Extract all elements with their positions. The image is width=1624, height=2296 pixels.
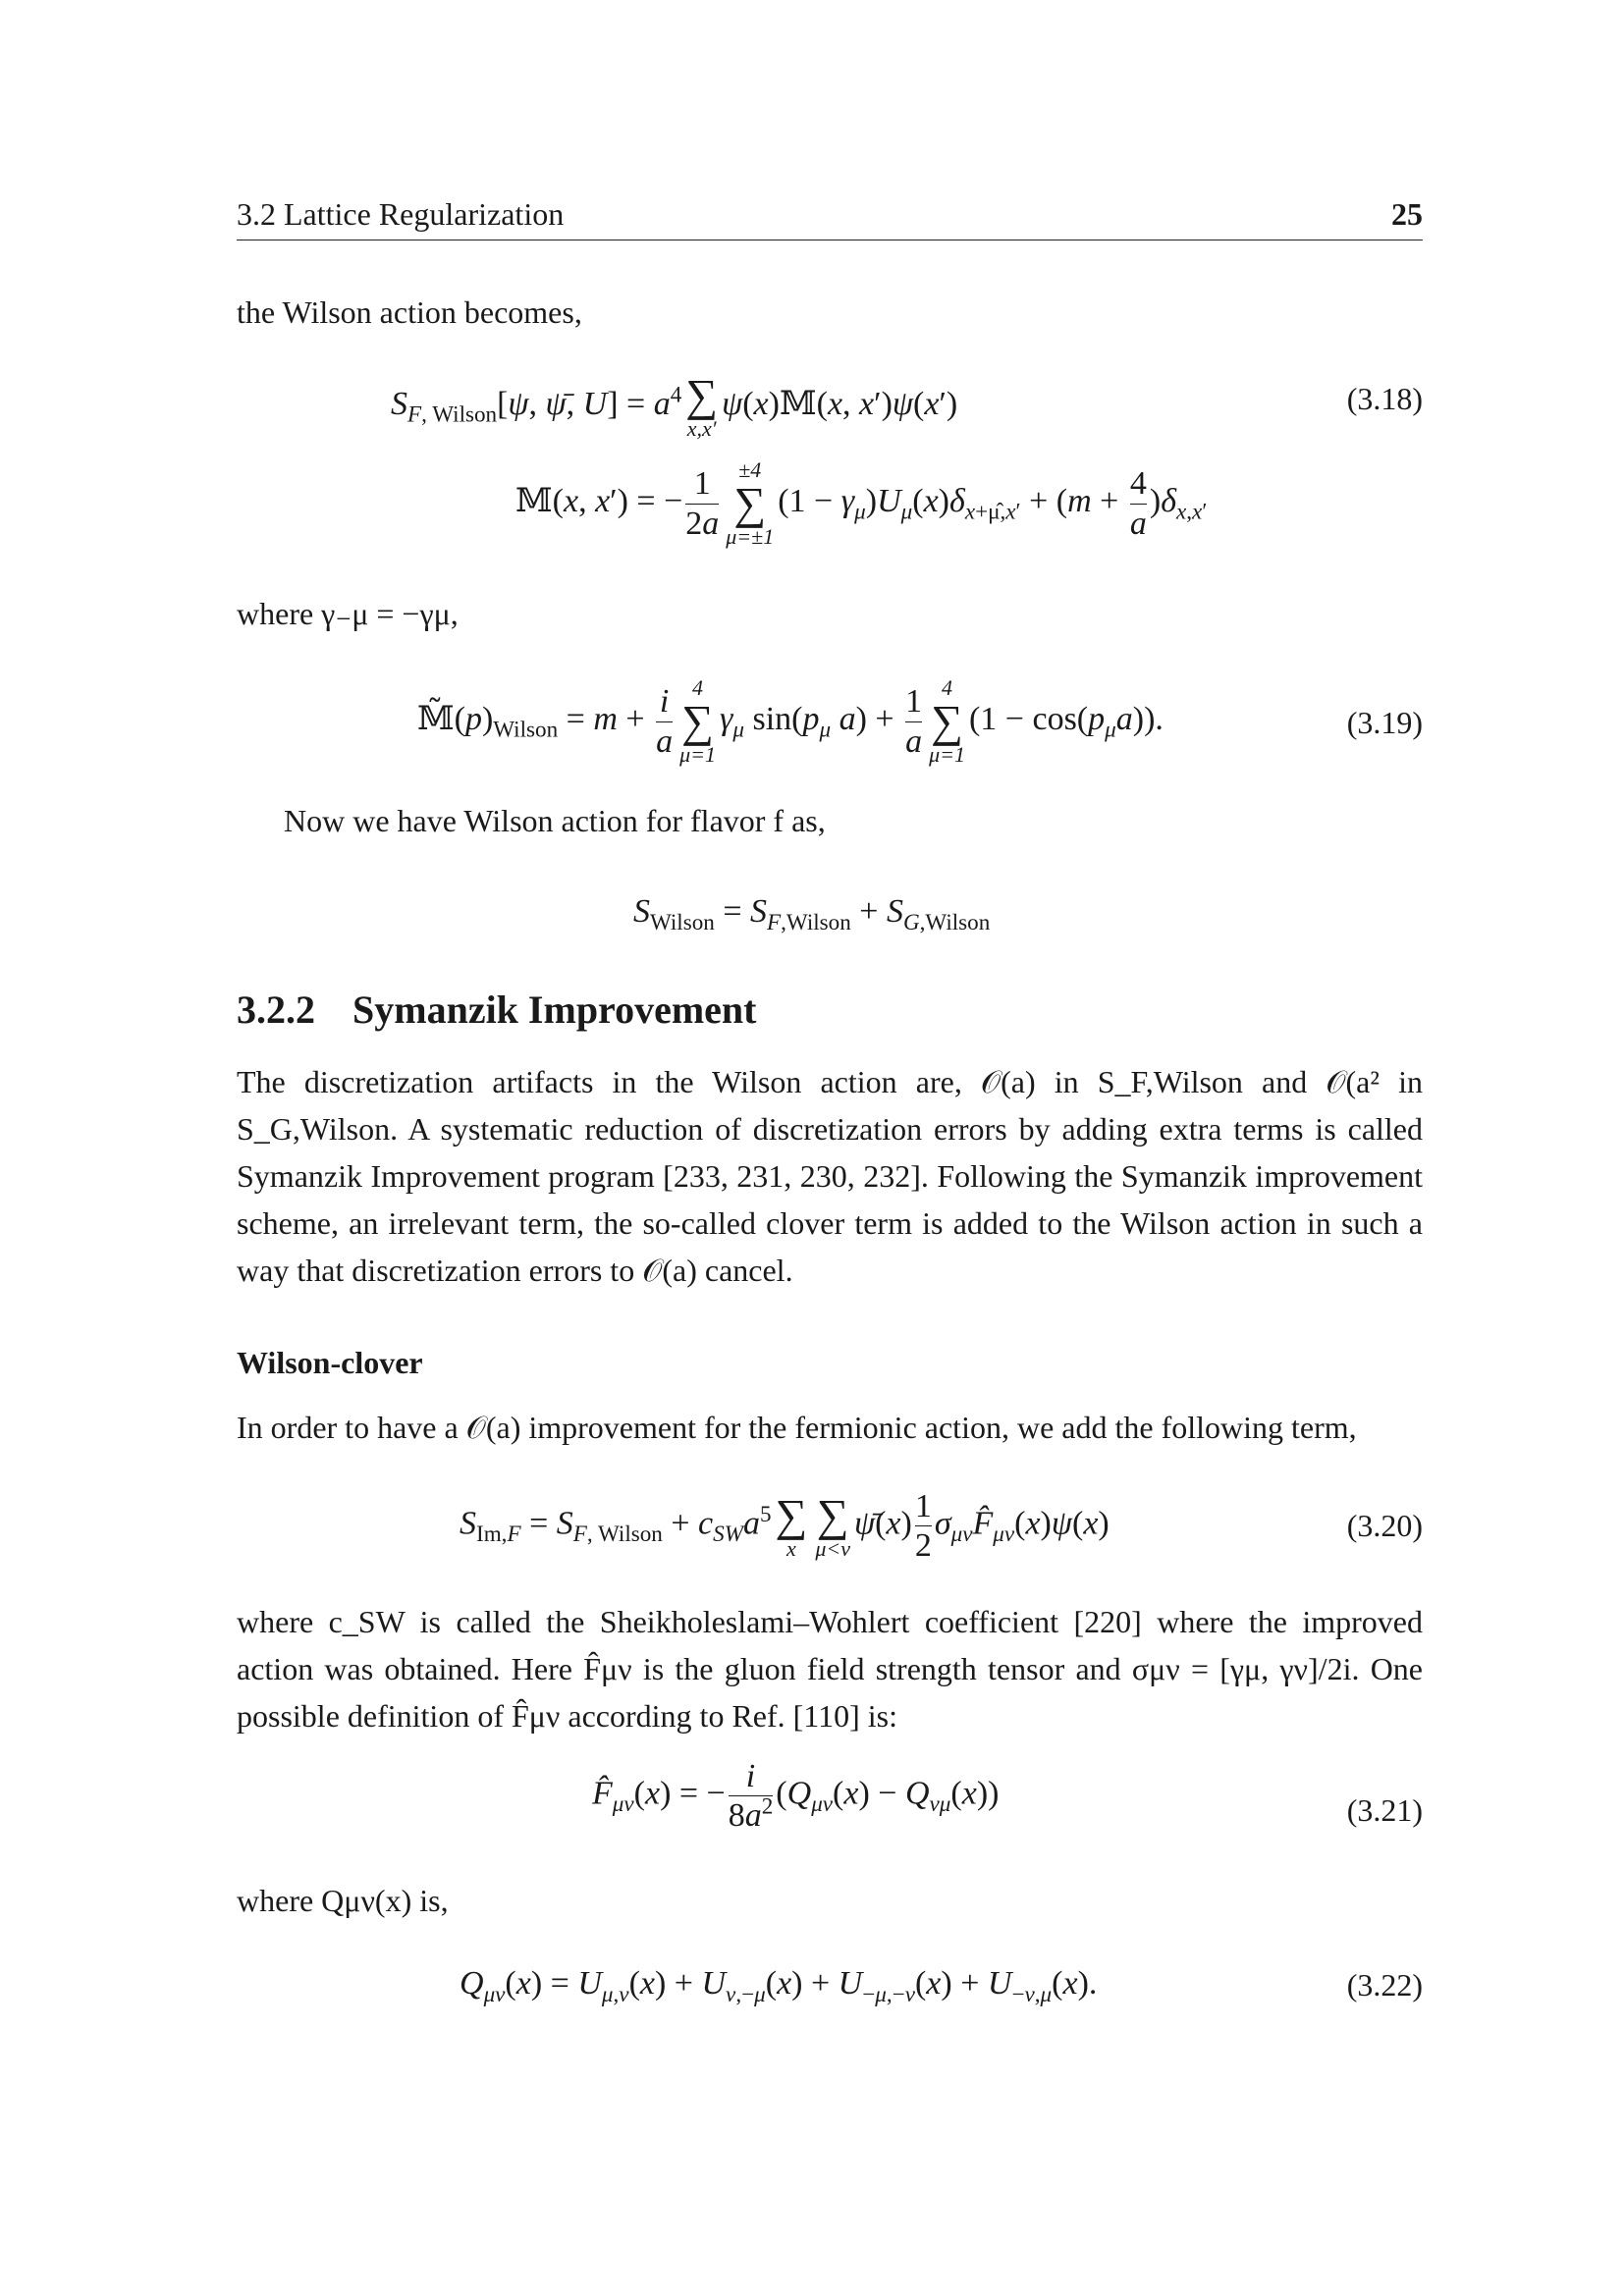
equation-3-19: $𝕄̃(p)_{Wilson} = m$ + $\frac{i}{a}$ 4 ∑ μ=1 $\gamma_\mu$ $\sin(p_\mu$ a) + $\frac{1}{a}$ 4 ∑ μ=1 $(1 - \cos(p_\mu a))$. xyxy=(417,675,1164,767)
running-head-section: 3.2 Lattice Regularization xyxy=(237,196,565,232)
running-head xyxy=(237,192,1423,240)
equation-3-19-number: (3.19) xyxy=(1346,705,1423,740)
section-number: 3.2.2 xyxy=(237,988,315,1032)
intro-text: the Wilson action becomes, xyxy=(237,294,582,330)
paragraph-clover-text: where c_SW is called the Sheikholeslami–Wohlert coefficient [220] where the improved action was obtained. Here F̂μν is the gluon field strength tensor and σμν = [γμ, γν]/2i. One possible definition of F̂μν according to Ref. [110] is: xyxy=(237,1604,1423,1734)
section-heading xyxy=(237,987,756,1033)
equation-3-20-number: (3.20) xyxy=(1346,1508,1423,1543)
equation-3-22-number: (3.22) xyxy=(1346,1967,1423,2002)
page-number: 25 xyxy=(1391,196,1423,232)
where-Q-text: where Qμν(x) is, xyxy=(237,1883,449,1918)
subsection-title: Wilson-clover xyxy=(237,1345,423,1380)
equation-3-20: $S_{Im,F} = S_{F, Wilson} + c_{SW}a^5$ ∑ x ∑ μ<ν ψ̄(x) $\frac{1}{2}$ $\sigma_{\mu\nu}F̂_{\mu\nu}(x)\psi(x)$ xyxy=(460,1488,1110,1565)
equation-3-22: $Q_{\mu\nu}(x) = U_{\mu,\nu}(x) + U_{\nu,-\mu}(x) + U_{-\mu,-\nu}(x) + U_{-\nu,\mu}(x)$. xyxy=(460,1965,1098,2007)
equation-3-18-line2: 𝕄(x, x′) = − $\frac{1}{2a}$ ±4 ∑ μ=±1 $(1 - \gamma_\mu)U_\mu(x)\delta_{x+\mû,x'} + (m$ + $\frac{4}{a}$ )$\delta_{x,x'}$ xyxy=(515,457,1208,549)
paragraph-improvement-text: In order to have a 𝒪(a) improvement for the fermionic action, we add the following term, xyxy=(237,1410,1357,1445)
equation-s-wilson: $S_{Wilson} = S_{F,Wilson} + S_{G,Wilson}$ xyxy=(633,893,991,935)
paragraph-symanzik xyxy=(237,1058,1423,1294)
now-we-have-text: Now we have Wilson action for flavor f as, xyxy=(284,803,826,838)
equation-3-21: $F̂_{\mu\nu}(x)$ = − $\frac{i}{8a^2}$ $(Q_{\mu\nu}(x) - Q_{\nu\mu}(x))$ xyxy=(592,1758,1000,1835)
equation-3-21-number: (3.21) xyxy=(1346,1792,1423,1828)
paragraph-symanzik-text: The discretization artifacts in the Wilson action are, 𝒪(a) in S_F,Wilson and 𝒪(a² in S_G,Wilson. A systematic reduction of discretization errors by adding extra terms is called Symanzik Improvement program [233, 231, 230, 232]. Following the Symanzik improvement scheme, an irrelevant term, the so-called clover term is added to the Wilson action in such a way that discretization errors to 𝒪(a) cancel. xyxy=(237,1064,1423,1288)
equation-3-18-number: (3.18) xyxy=(1346,381,1423,416)
paragraph-clover xyxy=(237,1598,1423,1739)
equation-3-18-line1: $S_{F, Wilson}[\psi$, ψ̄, $U] = a^4$ ∑ x,x′ ψ(x)𝕄(x, x′)ψ(x′) xyxy=(391,370,958,441)
where-gamma-text: where γ₋μ = −γμ, xyxy=(237,596,459,631)
section-title: Symanzik Improvement xyxy=(352,988,757,1032)
